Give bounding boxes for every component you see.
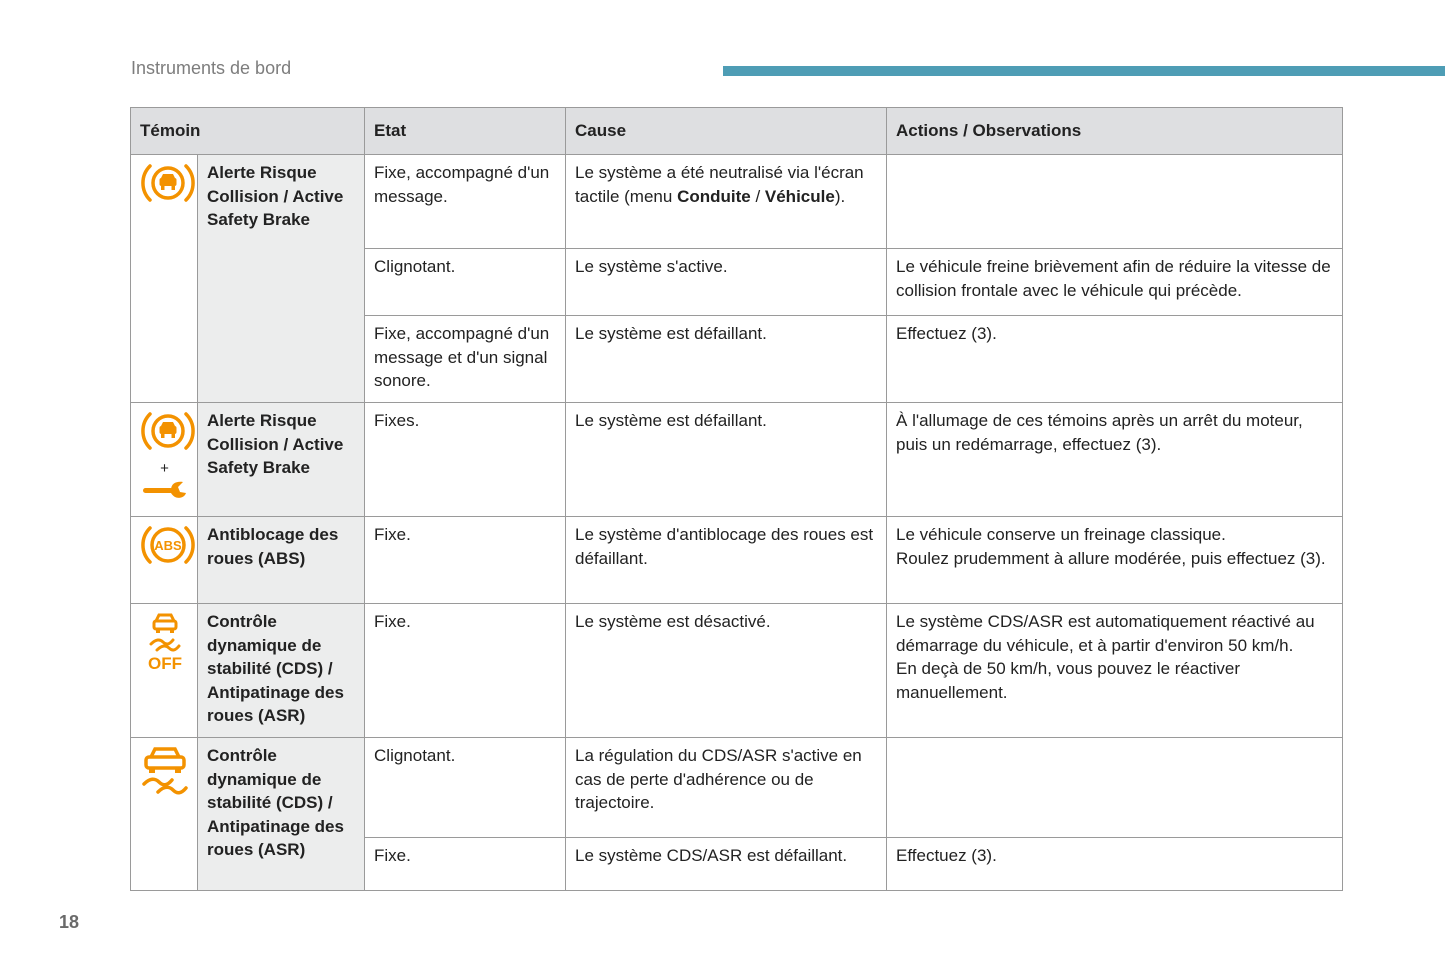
- indicator-icon-cell: [131, 155, 198, 403]
- action-cell: Le véhicule conserve un freinage classique. Roulez prudemment à allure modérée, puis effectuez (3).: [887, 517, 1343, 604]
- table-row: [131, 738, 1343, 838]
- state-cell: Fixe.: [365, 838, 566, 891]
- esc-off-icon: [143, 610, 187, 677]
- indicator-name: Contrôle dynamique de stabilité (CDS) / Antipatinage des roues (ASR): [198, 604, 365, 738]
- action-cell: [887, 738, 1343, 838]
- table-row: [131, 155, 1343, 249]
- svg-text:ABS: ABS: [154, 538, 182, 553]
- indicator-icon-cell: [131, 738, 198, 891]
- state-cell: Fixes.: [365, 403, 566, 517]
- cause-cell: La régulation du CDS/ASR s'active en cas de perte d'adhérence ou de trajectoire.: [566, 738, 887, 838]
- wrench-icon: [141, 480, 189, 507]
- indicator-name: Alerte Risque Collision / Active Safety Brake: [198, 155, 365, 403]
- indicator-name: Contrôle dynamique de stabilité (CDS) / Antipatinage des roues (ASR): [198, 738, 365, 891]
- column-header-cause: Cause: [566, 108, 887, 155]
- state-cell: Fixe, accompagné d'un message et d'un signal sonore.: [365, 316, 566, 403]
- indicator-icon-cell: [131, 604, 198, 738]
- cause-cell: Le système CDS/ASR est défaillant.: [566, 838, 887, 891]
- action-cell: Le système CDS/ASR est automatiquement réactivé au démarrage du véhicule, et à partir d'environ 50 km/h. En deçà de 50 km/h, vous pouvez le réactiver manuellement.: [887, 604, 1343, 738]
- column-header-actions: Actions / Observations: [887, 108, 1343, 155]
- table-row: [131, 517, 1343, 604]
- action-cell: Effectuez (3).: [887, 838, 1343, 891]
- abs-icon: [140, 523, 196, 574]
- indicator-name: Antiblocage des roues (ABS): [198, 517, 365, 604]
- collision-alert-icon: [140, 161, 196, 212]
- collision-alert-icon: [140, 409, 196, 460]
- cause-cell: Le système s'active.: [566, 249, 887, 316]
- state-cell: Fixe, accompagné d'un message.: [365, 155, 566, 249]
- plus-sign: +: [160, 459, 169, 477]
- indicator-icon-cell: [131, 517, 198, 604]
- menu-conduite: Conduite: [677, 186, 751, 206]
- table-row: [131, 604, 1343, 738]
- esc-icon: [140, 744, 190, 805]
- cause-cell: Le système d'antiblocage des roues est défaillant.: [566, 517, 887, 604]
- header-accent-bar: [723, 66, 1445, 76]
- indicator-name: Alerte Risque Collision / Active Safety Brake: [198, 403, 365, 517]
- svg-text:OFF: OFF: [147, 654, 182, 670]
- state-cell: Fixe.: [365, 517, 566, 604]
- cause-cell: Le système a été neutralisé via l'écran tactile (menu Conduite / Véhicule).: [566, 155, 887, 249]
- indicator-table: [130, 107, 1343, 891]
- state-cell: Clignotant.: [365, 249, 566, 316]
- page-number: 18: [59, 912, 80, 932]
- indicator-icon-cell: [131, 403, 198, 517]
- action-cell: À l'allumage de ces témoins après un arrêt du moteur, puis un redémarrage, effectuez (3).: [887, 403, 1343, 517]
- column-header-etat: Etat: [365, 108, 566, 155]
- cause-cell: Le système est désactivé.: [566, 604, 887, 738]
- section-title: Instruments de bord: [131, 58, 292, 78]
- menu-vehicule: Véhicule: [764, 186, 835, 206]
- cause-cell: Le système est défaillant.: [566, 316, 887, 403]
- table-row: [131, 403, 1343, 517]
- table-header-row: [131, 108, 1343, 155]
- cause-cell: Le système est défaillant.: [566, 403, 887, 517]
- action-cell: Effectuez (3).: [887, 316, 1343, 403]
- action-cell: [887, 155, 1343, 249]
- state-cell: Clignotant.: [365, 738, 566, 838]
- column-header-temoin: Témoin: [131, 108, 365, 155]
- action-cell: Le véhicule freine brièvement afin de réduire la vitesse de collision frontale avec le véhicule qui précède.: [887, 249, 1343, 316]
- state-cell: Fixe.: [365, 604, 566, 738]
